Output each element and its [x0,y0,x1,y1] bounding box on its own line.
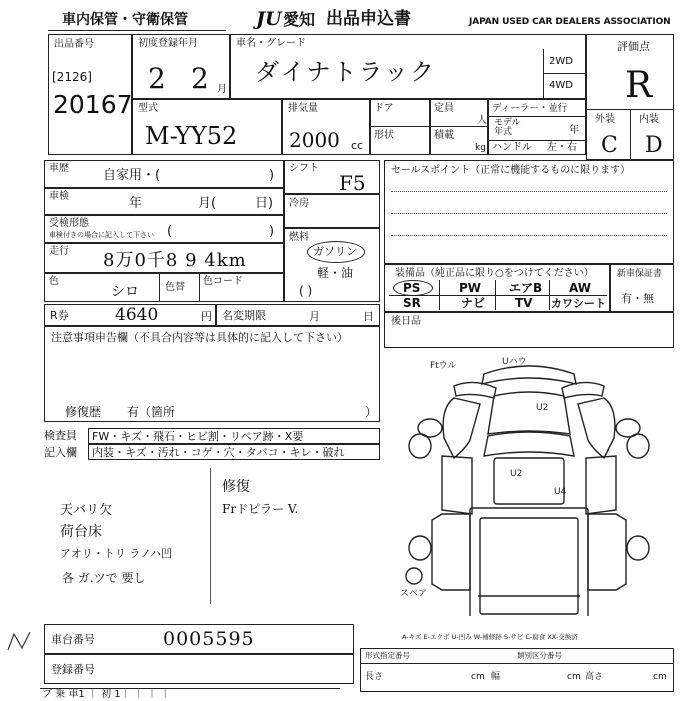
chassis-value: 0005595 [163,628,255,650]
car-name-value: ダイナトラック [255,58,437,86]
rating-score: R [625,65,653,106]
hand-note-1: 修復 [222,479,250,495]
form-label: 形式指定番号 [365,651,410,660]
hood [488,392,570,434]
usage-box [44,160,284,188]
height-unit: cm [653,672,667,682]
receive-label: 受検形態 [49,218,89,229]
diagram-note-2: Uハウ [502,357,527,367]
color-box [44,273,284,302]
name-change-month: 月 [309,310,320,323]
registration-label: 登録番号 [51,663,95,676]
shift-label: シフト [289,163,319,174]
lot-box [48,34,132,155]
first-reg-label: 初度登録年月 [138,38,198,49]
shift-value: F5 [339,171,366,195]
footer-text: ブ 乗 車1 ｜ 初 1｜ ｜ ｜ ｜ [42,689,171,700]
drive-4wd: 4WD [549,80,573,91]
diagram-note-1: Ftウル [430,361,457,371]
equip-navi: ナビ [461,296,486,310]
capacity-box [430,99,488,155]
usage-label: 車歴 [49,163,69,174]
inspector-label-2: 記入欄 [44,446,77,459]
recycle-box [44,304,216,326]
first-reg-box [132,34,230,99]
door-label: ドア [374,103,394,114]
color-change-label: 色替 [165,282,185,293]
model-value: M-YY52 [145,122,238,150]
hand-note-5: アオリ・トリ ラノハ凹 [60,547,173,560]
interior-label: 内装 [639,114,659,125]
mark-u2-a: U2 [536,403,549,413]
inspection-year: 年 [129,196,143,211]
footer-row [40,688,340,701]
inspector-block [44,428,380,462]
repair-value: 有（箇所 [127,405,176,419]
class-label: 類別区分番号 [517,651,562,660]
recycle-label: R券 [50,309,69,322]
front-bumper [482,366,576,384]
name-change-box [216,304,380,326]
recycle-unit: 円 [201,310,212,323]
damage-legend: A-キズ E-エクボ U-凹み W-補修跡 S-サビ C-腐食 XX-交換済 [402,633,578,641]
spare-label: スペア [400,589,428,599]
windshield [484,432,574,456]
length-unit: cm [471,672,485,682]
equipment-label: 装備品（純正品に限り○をつけてください） [395,268,594,279]
notes-box [44,326,380,422]
receive-note: 車検付きの場合に記入して下さい [49,231,154,239]
model-box [132,99,282,155]
fuel-box [284,228,380,302]
capacity-label: 定員 [434,103,454,114]
displacement-box [282,99,370,155]
length-label: 長さ [365,672,384,682]
shape-label: 形状 [374,130,394,141]
load-label: 積載 [434,130,454,141]
truck-bed [470,508,588,616]
displacement-value: 2000 [289,128,340,152]
cab-roof [494,458,564,504]
mark-u2-b: U2 [510,469,523,479]
displacement-label: 排気量 [288,103,318,114]
equip-leather: カワシート [551,297,606,310]
storage-box [48,9,226,31]
inspection-month: 月( [198,196,217,211]
aircon-box [284,194,380,228]
receive-paren-close: ) [269,224,275,239]
sales-point-label: セールスポイント（正常に機能するものに限ります） [391,165,631,176]
dealer-box [488,99,586,155]
equipment-box [384,264,610,312]
equip-tv: TV [515,296,533,310]
equip-ps: PS [403,281,421,295]
logo: JU [256,8,282,30]
inspector-line-1: FW・キズ・飛石・ヒビ割・リペア跡・X要 [92,430,304,443]
drive-2wd: 2WD [549,56,573,67]
fuel-other: ( ) [299,284,313,298]
lot-label: 出品番号 [54,39,94,50]
storage-label: 車内保管・守衛保管 [62,12,188,28]
spec-box [360,648,674,692]
capacity-unit: 人 [477,115,487,126]
equip-pw: PW [459,281,482,295]
exterior-label: 外装 [595,114,615,125]
handle-label: ハンドル [492,142,532,153]
first-reg-year: 2 [148,62,166,95]
fuel-light-oil: 軽・油 [317,266,354,280]
dealer-line1: ディーラー・並行 [492,103,568,114]
rating-label: 評価点 [617,40,650,53]
dealer-line2: モデル [494,118,521,128]
shift-box [284,160,380,194]
car-name-box [230,34,586,99]
exterior-grade: C [601,133,618,158]
sales-point-box [384,160,674,264]
dealer-year-unit: 年 [569,125,579,136]
receive-paren-open: ( [167,224,173,239]
lot-number: 20167 [53,90,133,119]
chassis-box [44,624,354,654]
inspector-label-1: 検査員 [44,429,77,442]
rear-box [384,312,674,348]
lot-bracket: [2126] [52,70,92,84]
rear-label: 後日品 [391,316,421,327]
color-code-label: 色コード [203,276,243,287]
spare-tire [406,568,422,584]
inspection-day: 日) [255,196,274,211]
height-label: 高さ [585,672,604,682]
displacement-unit: cc [351,139,364,152]
warranty-value: 有・無 [621,292,654,305]
receive-box [44,215,284,243]
inspector-line-2: 内装・キズ・汚れ・コゲ・穴・タバコ・キレ・破れ [92,446,345,459]
hand-note-6: 各 ガ.ツで 要し [62,571,146,585]
fuel-label: 燃料 [289,232,309,243]
inspection-label: 車検 [49,191,69,202]
handle-options: 左・右 [547,142,577,153]
equip-sr: SR [403,296,421,310]
chassis-label: 車台番号 [51,633,95,646]
color-label: 色 [49,276,59,287]
model-label: 型式 [138,103,158,114]
margin-mark [4,628,36,654]
org-name: 愛知 [283,10,316,29]
warranty-label: 新車保証書 [617,269,663,279]
hand-note-3: 天バリ欠 [60,503,113,518]
interior-grade: D [645,133,663,158]
name-change-label: 名変期限 [222,309,266,322]
rating-box [586,34,674,160]
notes-label: 注意事項申告欄（不具合内容等は具体的に記入して下さい） [51,331,348,344]
registration-box [44,654,354,684]
damage-diagram [384,348,674,616]
equipment-grid [389,280,607,310]
mark-u4: U4 [554,487,567,497]
hand-note-4: 荷台床 [60,524,102,540]
load-unit: kg [475,143,486,153]
first-reg-month: 2 [191,62,209,95]
equip-aw: AW [569,281,591,295]
fuel-gasoline: ガソリン [313,245,357,258]
color-value: シロ [111,284,139,300]
car-name-label: 車名・グレード [236,38,306,49]
equip-airbag: エアB [509,281,543,295]
mileage-label: 走行 [49,246,69,257]
name-change-day: 日 [363,310,374,323]
mileage-box [44,243,284,273]
width-label: 幅 [491,672,501,682]
usage-close: ) [269,168,275,183]
recycle-value: 4640 [115,305,159,325]
width-unit: cm [567,672,581,682]
dealer-line3: 年式 [494,127,513,137]
first-reg-month-unit: 月 [217,84,227,95]
inspection-box [44,188,284,215]
aircon-label: 冷房 [289,198,309,209]
usage-value: 自家用・( [103,168,161,183]
page-title: 出品申込書 [326,9,411,29]
assoc-name: JAPAN USED CAR DEALERS ASSOCIATION [469,17,671,27]
door-shape-box [370,99,430,155]
mileage-value: 8万0千8 9 4km [103,250,247,271]
warranty-box [610,264,674,312]
repair-close: ） [365,405,378,419]
hand-note-2: Frドピラー V. [222,502,299,516]
repair-label: 修復歴 [65,405,102,419]
